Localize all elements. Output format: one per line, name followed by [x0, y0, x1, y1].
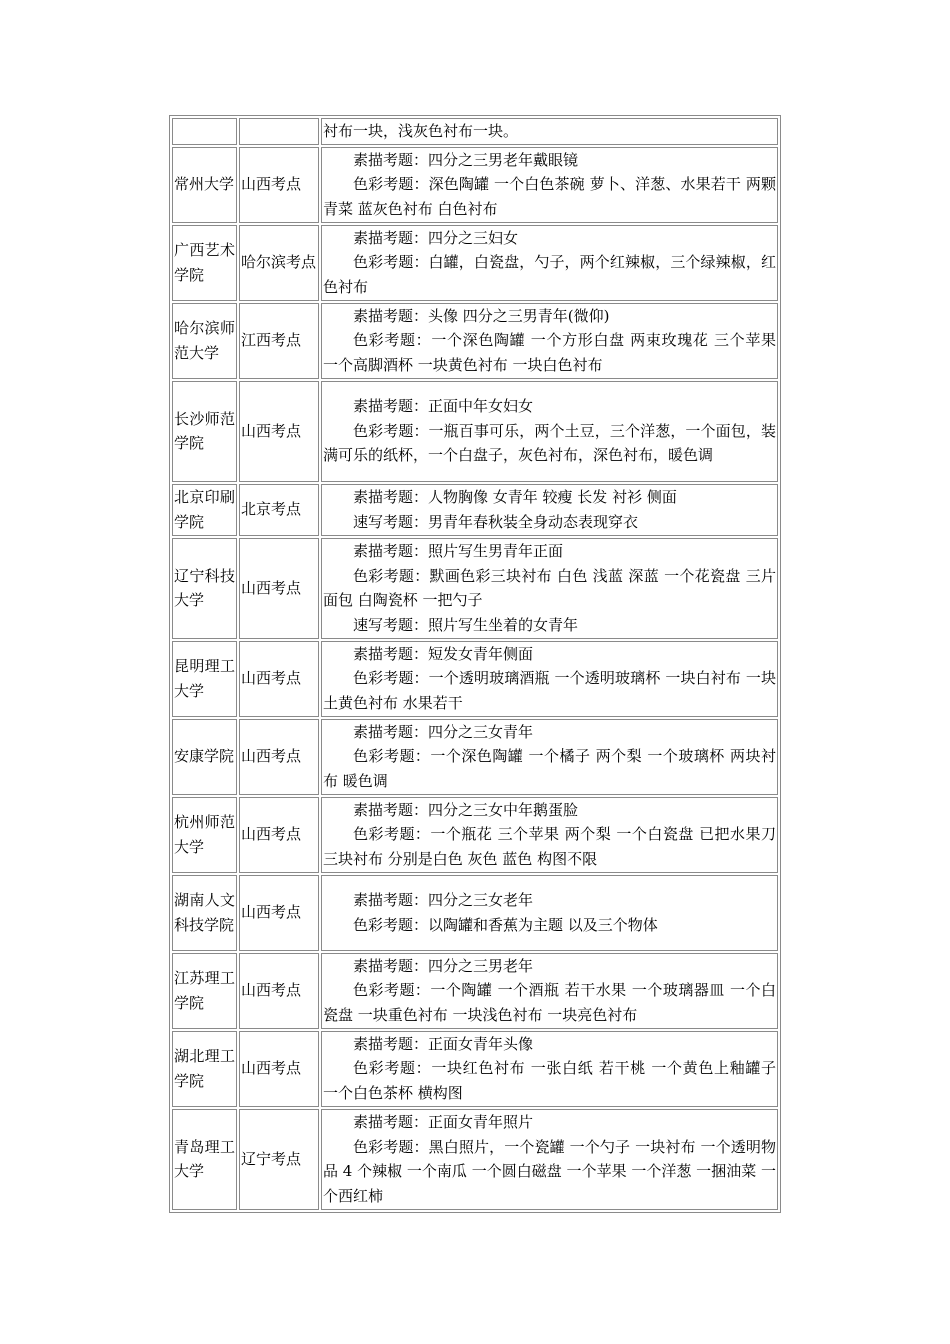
school-name-cell	[172, 538, 237, 639]
table-row	[172, 1109, 778, 1210]
school-name-cell	[172, 118, 237, 145]
school-name-cell	[172, 225, 237, 301]
exam-site-cell	[239, 953, 319, 1029]
exam-topics-table	[169, 115, 781, 1213]
topic-line: 色彩考题：默画色彩三块衬布 白色 浅蓝 深蓝 一个花瓷盘 三片面包 白陶瓷杯 一把勺子	[323, 566, 776, 609]
topic-line: 色彩考题：以陶罐和香蕉为主题 以及三个物体	[353, 915, 658, 934]
exam-topics-cell	[321, 538, 778, 639]
topic-line: 速写考题：照片写生坐着的女青年	[353, 615, 579, 634]
topic-line: 素描考题：正面中年女妇女	[353, 397, 534, 416]
table-row	[172, 484, 778, 536]
exam-topics-cell	[321, 797, 778, 873]
exam-site-cell	[239, 147, 319, 223]
topic-line: 色彩考题：一个瓶花 三个苹果 两个梨 一个白瓷盘 已把水果刀三块衬布 分别是白色 灰色 蓝色 构图不限	[323, 825, 776, 868]
exam-site: 山西考点	[241, 578, 302, 597]
topic-line: 素描考题：正面女青年头像	[353, 1034, 534, 1053]
exam-site-cell	[239, 484, 319, 536]
school-name: 湖南人文科技学院	[174, 891, 235, 934]
exam-site-cell	[239, 118, 319, 145]
school-name-cell	[172, 1109, 237, 1210]
table-row	[172, 381, 778, 482]
exam-site: 山西考点	[241, 747, 302, 766]
exam-site-cell	[239, 1109, 319, 1210]
exam-topics-cell	[321, 225, 778, 301]
topic-line: 素描考题：短发女青年侧面	[353, 644, 534, 663]
exam-site: 山西考点	[241, 175, 302, 194]
exam-site-cell	[239, 719, 319, 795]
exam-site-cell	[239, 1031, 319, 1107]
table-body	[172, 118, 778, 1210]
topic-line: 素描考题：四分之三妇女	[353, 228, 519, 247]
exam-site-cell	[239, 875, 319, 951]
topic-line: 色彩考题：一个深色陶罐 一个方形白盘 两束玫瑰花 三个苹果 一个高脚酒杯 一块黄色衬布 一块白色衬布	[323, 331, 776, 374]
topic-line: 色彩考题：一个陶罐 一个酒瓶 若干水果 一个玻璃器皿 一个白瓷盘 一块重色衬布 一块浅色衬布 一块亮色衬布	[323, 981, 776, 1024]
school-name-cell	[172, 953, 237, 1029]
exam-site: 山西考点	[241, 981, 302, 1000]
exam-site: 北京考点	[241, 500, 302, 519]
exam-site-cell	[239, 797, 319, 873]
topic-line: 素描考题：四分之三男老年	[353, 956, 534, 975]
topic-line: 素描考题：四分之三男老年戴眼镜	[353, 150, 579, 169]
exam-site-cell	[239, 381, 319, 482]
school-name: 哈尔滨师范大学	[174, 319, 235, 362]
exam-site: 辽宁考点	[241, 1149, 302, 1168]
table-row	[172, 147, 778, 223]
school-name-cell	[172, 719, 237, 795]
exam-topics-cell	[321, 953, 778, 1029]
topic-line: 素描考题：四分之三女中年鹅蛋脸	[353, 800, 579, 819]
school-name-cell	[172, 484, 237, 536]
topic-line: 色彩考题：一个深色陶罐 一个橘子 两个梨 一个玻璃杯 两块衬布 暖色调	[323, 747, 776, 790]
exam-topics-cell	[321, 381, 778, 482]
school-name: 北京印刷学院	[174, 488, 235, 531]
exam-topics-cell	[321, 147, 778, 223]
school-name: 江苏理工学院	[174, 969, 235, 1012]
exam-site-cell	[239, 303, 319, 379]
exam-site-cell	[239, 641, 319, 717]
school-name-cell	[172, 797, 237, 873]
table-row	[172, 538, 778, 639]
table-row	[172, 641, 778, 717]
school-name: 杭州师范大学	[174, 813, 235, 856]
school-name-cell	[172, 303, 237, 379]
topic-line: 衬布一块，浅灰色衬布一块。	[323, 122, 519, 140]
exam-site: 山西考点	[241, 903, 302, 922]
school-name-cell	[172, 1031, 237, 1107]
school-name: 昆明理工大学	[174, 657, 235, 700]
school-name: 辽宁科技大学	[174, 566, 235, 609]
exam-topics-cell	[321, 1031, 778, 1107]
table-row	[172, 118, 778, 145]
exam-topics-cell	[321, 1109, 778, 1210]
topic-line: 素描考题：照片写生男青年正面	[353, 542, 564, 560]
school-name: 安康学院	[174, 747, 235, 766]
table-row	[172, 303, 778, 379]
exam-site-cell	[239, 538, 319, 639]
exam-topics-cell	[321, 875, 778, 951]
table-row	[172, 797, 778, 873]
topic-line: 素描考题：正面女青年照片	[353, 1113, 534, 1131]
exam-site-cell	[239, 225, 319, 301]
school-name-cell	[172, 147, 237, 223]
school-name: 湖北理工学院	[174, 1047, 235, 1090]
topic-line: 色彩考题：一块红色衬布 一张白纸 若干桃 一个黄色上釉罐子 一个白色茶杯 横构图	[323, 1059, 776, 1102]
topic-line: 色彩考题：黑白照片，一个瓷罐 一个勺子 一块衬布 一个透明物品 4 个辣椒 一个南瓜 一个圆白磁盘 一个苹果 一个洋葱 一捆油菜 一个西红柿	[323, 1137, 776, 1205]
table-row	[172, 225, 778, 301]
school-name: 常州大学	[174, 175, 235, 194]
topic-line: 素描考题：人物胸像 女青年 较瘦 长发 衬衫 侧面	[353, 488, 677, 506]
exam-topics-cell	[321, 303, 778, 379]
topic-line: 色彩考题：一个透明玻璃酒瓶 一个透明玻璃杯 一块白衬布 一块土黄色衬布 水果若干	[323, 669, 776, 712]
topic-line: 色彩考题：深色陶罐 一个白色茶碗 萝卜、洋葱、水果若干 两颗青菜 蓝灰色衬布 白色衬布	[323, 175, 776, 218]
school-name: 长沙师范学院	[174, 409, 235, 452]
table-row	[172, 719, 778, 795]
table-row	[172, 1031, 778, 1107]
topic-line: 色彩考题：白罐，白瓷盘，勺子，两个红辣椒，三个绿辣椒，红色衬布	[323, 253, 776, 296]
school-name: 广西艺术学院	[174, 241, 235, 284]
exam-site: 山西考点	[241, 825, 302, 844]
school-name-cell	[172, 381, 237, 482]
school-name-cell	[172, 875, 237, 951]
exam-topics-cell	[321, 719, 778, 795]
exam-topics-cell	[321, 484, 778, 536]
topic-line: 素描考题：四分之三女青年	[353, 722, 534, 741]
exam-site: 山西考点	[241, 421, 302, 440]
school-name-cell	[172, 641, 237, 717]
topic-line: 素描考题：头像 四分之三男青年(微仰)	[353, 306, 610, 325]
topic-line: 素描考题：四分之三女老年	[353, 891, 534, 909]
school-name: 青岛理工大学	[174, 1137, 235, 1180]
table-row	[172, 875, 778, 951]
table-row	[172, 953, 778, 1029]
exam-site: 山西考点	[241, 1059, 302, 1078]
exam-site: 山西考点	[241, 669, 302, 688]
topic-line: 色彩考题：一瓶百事可乐，两个土豆，三个洋葱，一个面包，装满可乐的纸杯，一个白盘子，灰色衬布，深色衬布，暖色调	[323, 421, 776, 465]
exam-site: 哈尔滨考点	[241, 253, 317, 272]
exam-topics-cell	[321, 118, 778, 145]
exam-site: 江西考点	[241, 331, 302, 350]
exam-topics-cell	[321, 641, 778, 717]
topic-line: 速写考题：男青年春秋装全身动态表现穿衣	[353, 512, 639, 531]
